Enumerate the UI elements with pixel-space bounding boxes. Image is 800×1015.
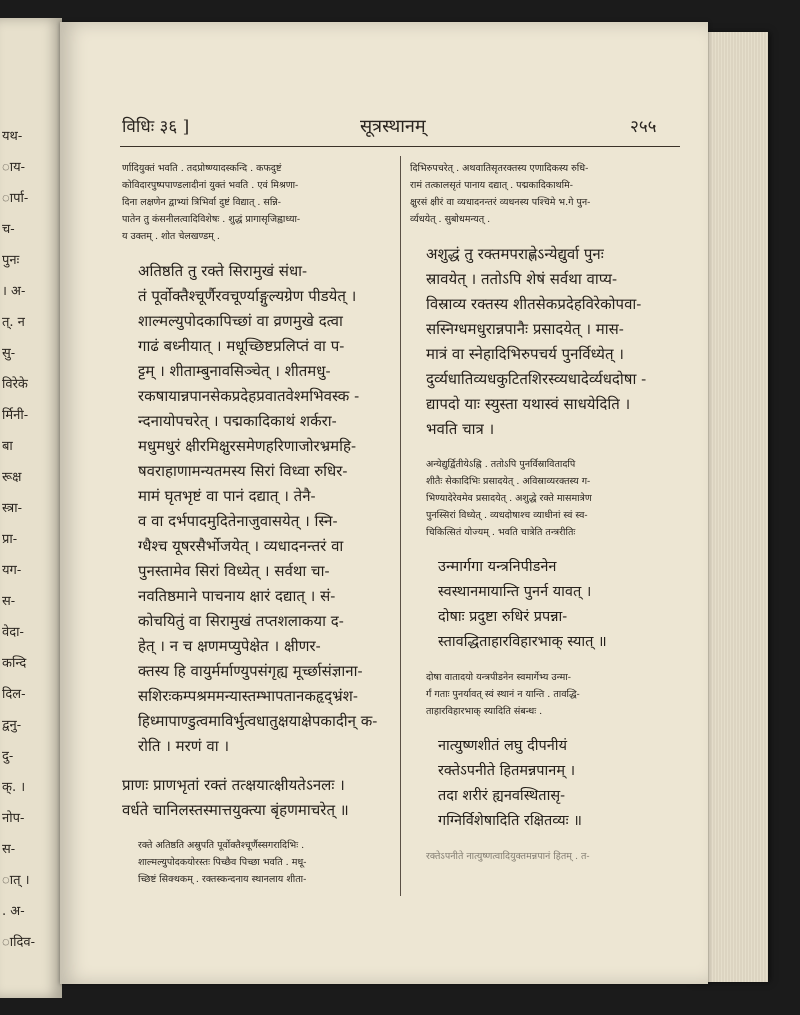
text-line: मामं घृतभृष्टं वा पानं दद्यात् । तेनै- [138, 487, 316, 505]
text-line: व वा दर्भपादमुदितेनाजुवासयेत् । स्नि- [138, 512, 338, 530]
text-line: कोचयितुं वा सिरामुखं तप्तशलाकया द- [138, 612, 344, 630]
text-line: क्तस्य हि वायुर्मर्माण्युपसंगृह्य मूर्च्छासंज्ञाना- [138, 662, 363, 680]
left-page-fragment: . अ- [2, 904, 25, 919]
left-page-fragment: विरेके [2, 377, 28, 392]
text-line: ट्टम् । शीताम्बुनावसिञ्चेत् । शीतमधु- [138, 362, 331, 380]
left-column [122, 160, 394, 902]
verse-1 [410, 555, 700, 655]
commentary-verse-1 [410, 669, 700, 720]
text-line: स्वस्थानमायान्ति पुनर्न यावत् । [438, 584, 592, 600]
left-page-fragment: । अ- [2, 284, 26, 299]
text-line: दोषाः प्रदुष्टा रुधिरं प्रपन्ना- [438, 609, 568, 625]
left-page-fragment: यथ- [2, 129, 23, 144]
text-line: पुनस्सिरां विध्येत् . व्यधदोषाश्च व्याधीनां स्वं स्व- [426, 510, 588, 521]
left-page-fragment: यग- [2, 563, 22, 578]
text-line: भिण्यादेरेवमेव प्रसादयेत् . अशुद्धे रक्ते मासमात्रेण [426, 493, 592, 504]
left-page-fragment: ार्पा- [2, 191, 29, 206]
commentary-bottom [122, 837, 394, 888]
text-line: गाढं बध्नीयात् । मधूच्छिष्टप्रलिप्तं वा प- [138, 337, 345, 355]
text-line: कोविदारपुष्पपाण्डलादीनां युक्तं भवति . एवं मिश्रणा- [122, 180, 299, 191]
left-page-fragment: र्मिनी- [2, 408, 29, 423]
text-line: शीतैः सेकादिभिः प्रसादयेत् . अविस्राव्यरक्तस्य ग- [426, 476, 591, 487]
text-line: मात्रं वा स्नेहादिभिरुपचर्य पुनर्विध्येत् । [426, 345, 624, 363]
left-page-fragment: द्वनु- [2, 718, 22, 733]
text-line: च्छिष्टं सिक्थकम् . रक्तस्कन्दनाय स्थानलाय शीता- [138, 874, 307, 885]
column-divider [400, 156, 401, 896]
left-page-fragment: ाय- [2, 160, 26, 175]
text-line: दिभिरुपचरेत् . अथवातिसृतरक्तस्य एणादिकस्य रुधि- [410, 163, 589, 174]
text-line: अन्येद्युर्द्वितीयेऽह्नि . ततोऽपि पुनर्विस्रावितादपि [426, 459, 576, 470]
text-line: दुर्व्यधातिव्यधकुटितशिरस्व्यधादेर्व्यधदोषा - [426, 370, 647, 388]
left-page-fragment: दु- [2, 749, 14, 764]
left-page-fragment: रूक्ष [2, 470, 22, 485]
text-line: रक्ते अतिष्ठति अस्रुपति पूर्वोक्तैश्चूर्णैस्सगरादिभिः . [138, 840, 305, 851]
left-page-fragment: प्रा- [2, 532, 18, 547]
text-line: नात्युष्णशीतं लघु दीपनीयं [438, 738, 567, 754]
page-header [60, 114, 708, 144]
text-line: रकषायान्नपानसेकप्रदेहप्रवातवेश्मभिवस्क - [138, 387, 360, 405]
chapter-label: विधिः ३६ ] [122, 117, 190, 137]
left-page-fragment: कन्दि [2, 656, 27, 671]
text-line: हिध्मापाण्डुत्वमाविर्भुत्वधातुक्षयाक्षेपकादीन् क- [138, 712, 378, 730]
text-line: र्व्यधयेत् . सुबोधमन्यत् . [410, 214, 491, 225]
text-line: सस्निग्धमधुरान्नपानैः प्रसादयेत् । मास- [426, 320, 624, 338]
left-page-fragment: स- [2, 842, 16, 857]
left-page-fragment: नोप- [2, 811, 25, 826]
left-page-fragment: दिल- [2, 687, 26, 702]
text-line: वर्धते चानिलस्तस्मात्तयुक्त्या बृंहणमाचरेत् ॥ [122, 801, 349, 819]
left-page-fragment: क्. । [2, 780, 26, 795]
main-text [122, 259, 394, 759]
text-line: ताहारविहारभाक् स्यादिति संबन्धः . [426, 706, 543, 717]
text-line: मधुमधुरं क्षीरमिक्षुरसमेणहरिणाजोरभ्रमहि- [138, 437, 357, 455]
verse [122, 773, 394, 823]
header-rule [120, 146, 680, 147]
text-line: नवतिष्ठमाने पाचनाय क्षारं दद्यात् । सं- [138, 587, 336, 605]
commentary-top [122, 160, 394, 245]
text-line: रामं तत्कालसृतं पानाय दद्यात् . पद्मकादिकाथमि- [410, 180, 573, 191]
commentary-top [410, 160, 700, 228]
page-number: २५५ [630, 117, 657, 137]
text-line: द्यापदो याः स्युस्ता यथास्वं साधयेदिति । [426, 395, 631, 413]
text-line: स्तावद्धिताहारविहारभाक् स्यात् ॥ [438, 634, 607, 650]
section-title: सूत्रस्थानम् [360, 116, 426, 137]
text-line: शाल्मल्युपोदकयोरस्तः पिच्छैव पिच्छा भवति . मधू- [138, 857, 307, 868]
text-line: तदा शरीरं ह्यनवस्थितासृ- [438, 788, 566, 804]
text-line: ग्धैश्च यूषरसैर्भोजयेत् । व्यधादनन्तरं वा [138, 537, 344, 555]
left-page-fragment: च- [2, 222, 15, 237]
left-page-fragment: ात् । [2, 873, 30, 888]
text-line: र्णादियुक्तं भवति . तदप्रोष्ण्यादस्कन्दि . कफदुष्टं [122, 163, 282, 174]
text-line: दोषा वातादयो यन्त्रपीडनेन स्वमार्गेभ्य उन्मा- [426, 672, 572, 683]
text-line: भवति चात्र । [426, 420, 495, 438]
left-page-fragment: सु- [2, 346, 16, 361]
verse-2 [410, 734, 700, 834]
text-line: गग्निर्विशेषादिति रक्षितव्यः ॥ [438, 813, 582, 829]
text-line: र्गं गताः पुनर्यावत् स्वं स्थानं न यान्ति . तावद्धि- [426, 689, 580, 700]
right-column [410, 160, 700, 865]
text-line: पातेन तु कंसनीलत्वादिविशेषः . शुद्धं प्रागासृजिह्वाध्या- [122, 214, 301, 225]
book-page [60, 22, 708, 984]
commentary-mid [410, 456, 700, 541]
text-line: रक्तेऽपनीते हितमन्नपानम् । [438, 763, 576, 779]
left-page-fragment: स- [2, 594, 16, 609]
text-line: हेत् । न च क्षणमप्युपेक्षेत । क्षीणर- [138, 637, 321, 655]
text-line: उन्मार्गगा यन्त्रनिपीडनेन [438, 559, 557, 575]
left-page-fragment: ादिव- [2, 935, 35, 950]
left-page-fragment: स्त्रा- [2, 501, 22, 516]
text-line: चिकित्सितं योज्यम् . भवति चात्रेति तन्त्ररीतिः [426, 527, 576, 538]
text-line: रोति । मरणं वा । [138, 737, 230, 755]
text-line: क्षुरसं क्षीरं वा व्यधादनन्तरं व्यधनस्य पश्चिमे भ.गे पुन- [410, 197, 591, 208]
left-page-edge [0, 18, 62, 998]
text-line: षवराहाणामन्यतमस्य सिरां विध्वा रुधिर- [138, 462, 348, 480]
text-line: शाल्मल्युपोदकापिच्छां वा व्रणमुखे दत्वा [138, 312, 343, 330]
text-line: पुनस्तामेव सिरां विध्येत् । सर्वथा चा- [138, 562, 330, 580]
left-page-fragment: त्. न [2, 315, 25, 330]
footer-line: रक्तेऽपनीते नात्युष्णत्वादियुक्तमन्नपानं हितम् . त- [426, 851, 590, 862]
left-page-fragment: बा [2, 439, 13, 454]
left-page-fragment: पुनः [2, 253, 20, 268]
text-line: न्दनायोपचरेत् । पद्मकादिकाथं शर्करा- [138, 412, 337, 430]
text-line: तं पूर्वोक्तैश्चूर्णैरवचूर्ण्याङ्गुल्यग्रेण पीडयेत् । [138, 287, 357, 305]
text-line: विस्राव्य रक्तस्य शीतसेकप्रदेहविरेकोपवा- [426, 295, 642, 313]
text-line: य उक्तम् . शोत चेलखण्डम् . [122, 231, 220, 242]
left-page-fragment: वेदा- [2, 625, 24, 640]
text-line: अशुद्धं तु रक्तमपराह्णेऽन्येद्युर्वा पुनः [426, 245, 604, 263]
text-line: सशिरःकम्पश्रममन्यास्तम्भापतानकहृद्भ्रंश- [138, 687, 358, 705]
text-line: दिना लक्षणेन द्वाभ्यां त्रिभिर्वा दुष्टं विद्यात् . सन्नि- [122, 197, 281, 208]
main-text [410, 242, 700, 442]
text-line: अतिष्ठति तु रक्ते सिरामुखं संधा- [138, 262, 308, 280]
text-line: प्राणः प्राणभृतां रक्तं तत्क्षयात्क्षीयतेऽनलः । [122, 776, 345, 794]
text-line: स्रावयेत् । ततोऽपि शेषं सर्वथा वाप्य- [426, 270, 618, 288]
